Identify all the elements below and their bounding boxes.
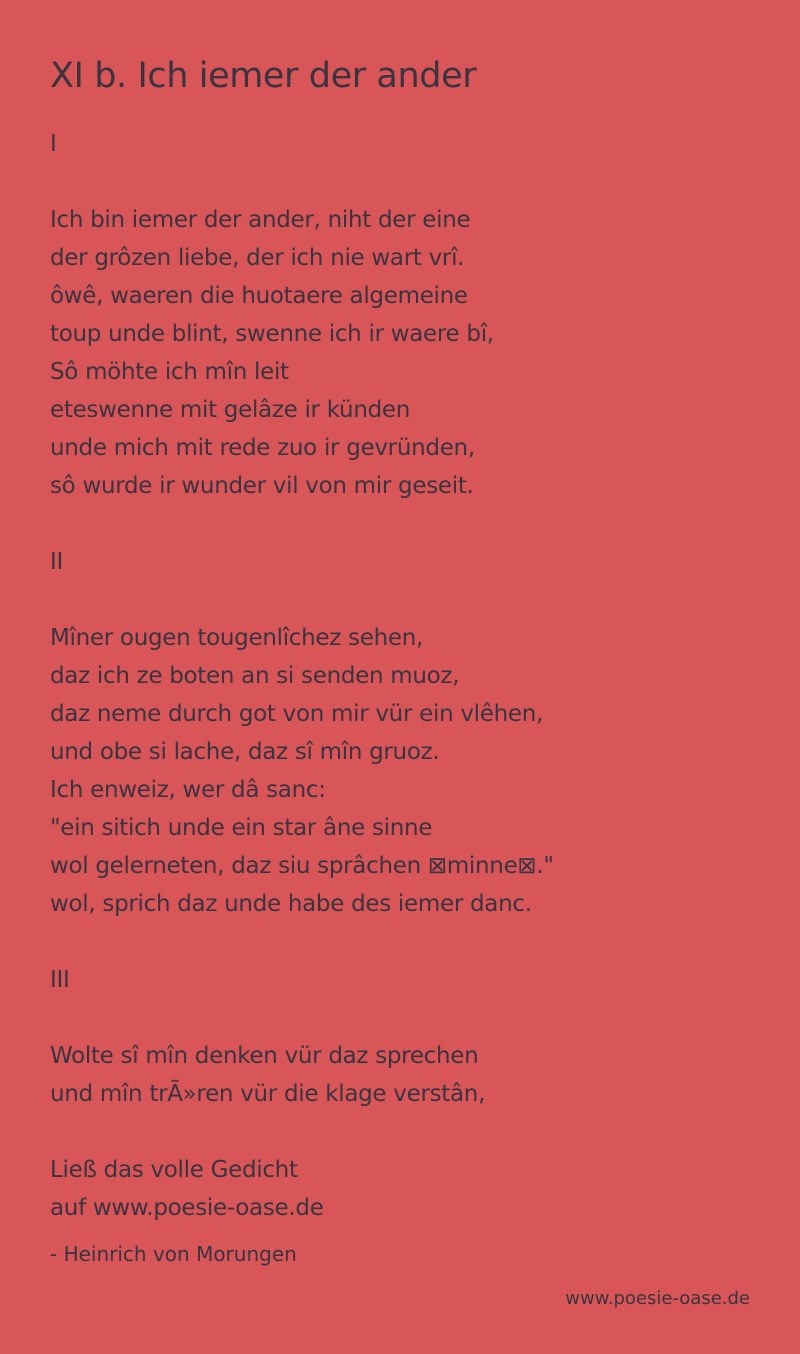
- read-more-line: Ließ das volle Gedicht: [50, 1157, 298, 1183]
- stanza-label: III: [50, 967, 70, 993]
- poem-line: sô wurde ir wunder vil von mir geseit.: [50, 473, 474, 499]
- poem-line: "ein sitich unde ein star âne sinne: [50, 815, 433, 841]
- stanza-label: II: [50, 549, 63, 575]
- stanza-label: I: [50, 131, 57, 157]
- poem-title: XI b. Ich iemer der ander: [50, 56, 477, 96]
- poem-line: ôwê, waeren die huotaere algemeine: [50, 283, 468, 309]
- stanza-3: [50, 961, 770, 1113]
- author-credit: - Heinrich von Morungen: [50, 1242, 297, 1266]
- poem-line: Wolte sî mîn denken vür daz sprechen: [50, 1043, 479, 1069]
- poem-line: toup unde blint, swenne ich ir waere bî,: [50, 321, 494, 347]
- read-more-note: [50, 1151, 770, 1227]
- poem-line: der grôzen liebe, der ich nie wart vrî.: [50, 245, 465, 271]
- footer-url[interactable]: www.poesie-oase.de: [565, 1288, 750, 1309]
- read-more-link[interactable]: auf www.poesie-oase.de: [50, 1195, 324, 1221]
- poem-line: daz ich ze boten an si senden muoz,: [50, 663, 460, 689]
- poem-line: eteswenne mit gelâze ir künden: [50, 397, 411, 423]
- poem-line: wol gelerneten, daz siu sprâchen ⊠minne⊠.": [50, 853, 554, 879]
- poem-line: wol, sprich daz unde habe des iemer danc.: [50, 891, 532, 917]
- stanza-2: [50, 543, 770, 923]
- stanza-1: [50, 125, 770, 505]
- poem-line: und mîn trÃ»ren vür die klage verstân,: [50, 1081, 486, 1107]
- poem-line: und obe si lache, daz sî mîn gruoz.: [50, 739, 440, 765]
- poem-line: Ich bin iemer der ander, niht der eine: [50, 207, 471, 233]
- poem-line: unde mich mit rede zuo ir gevründen,: [50, 435, 475, 461]
- poem-line: Ich enweiz, wer dâ sanc:: [50, 777, 326, 803]
- poem-body: [50, 125, 770, 1227]
- poem-line: Sô möhte ich mîn leit: [50, 359, 289, 385]
- poem-line: Mîner ougen tougenlîchez sehen,: [50, 625, 423, 651]
- poem-line: daz neme durch got von mir vür ein vlêhen,: [50, 701, 544, 727]
